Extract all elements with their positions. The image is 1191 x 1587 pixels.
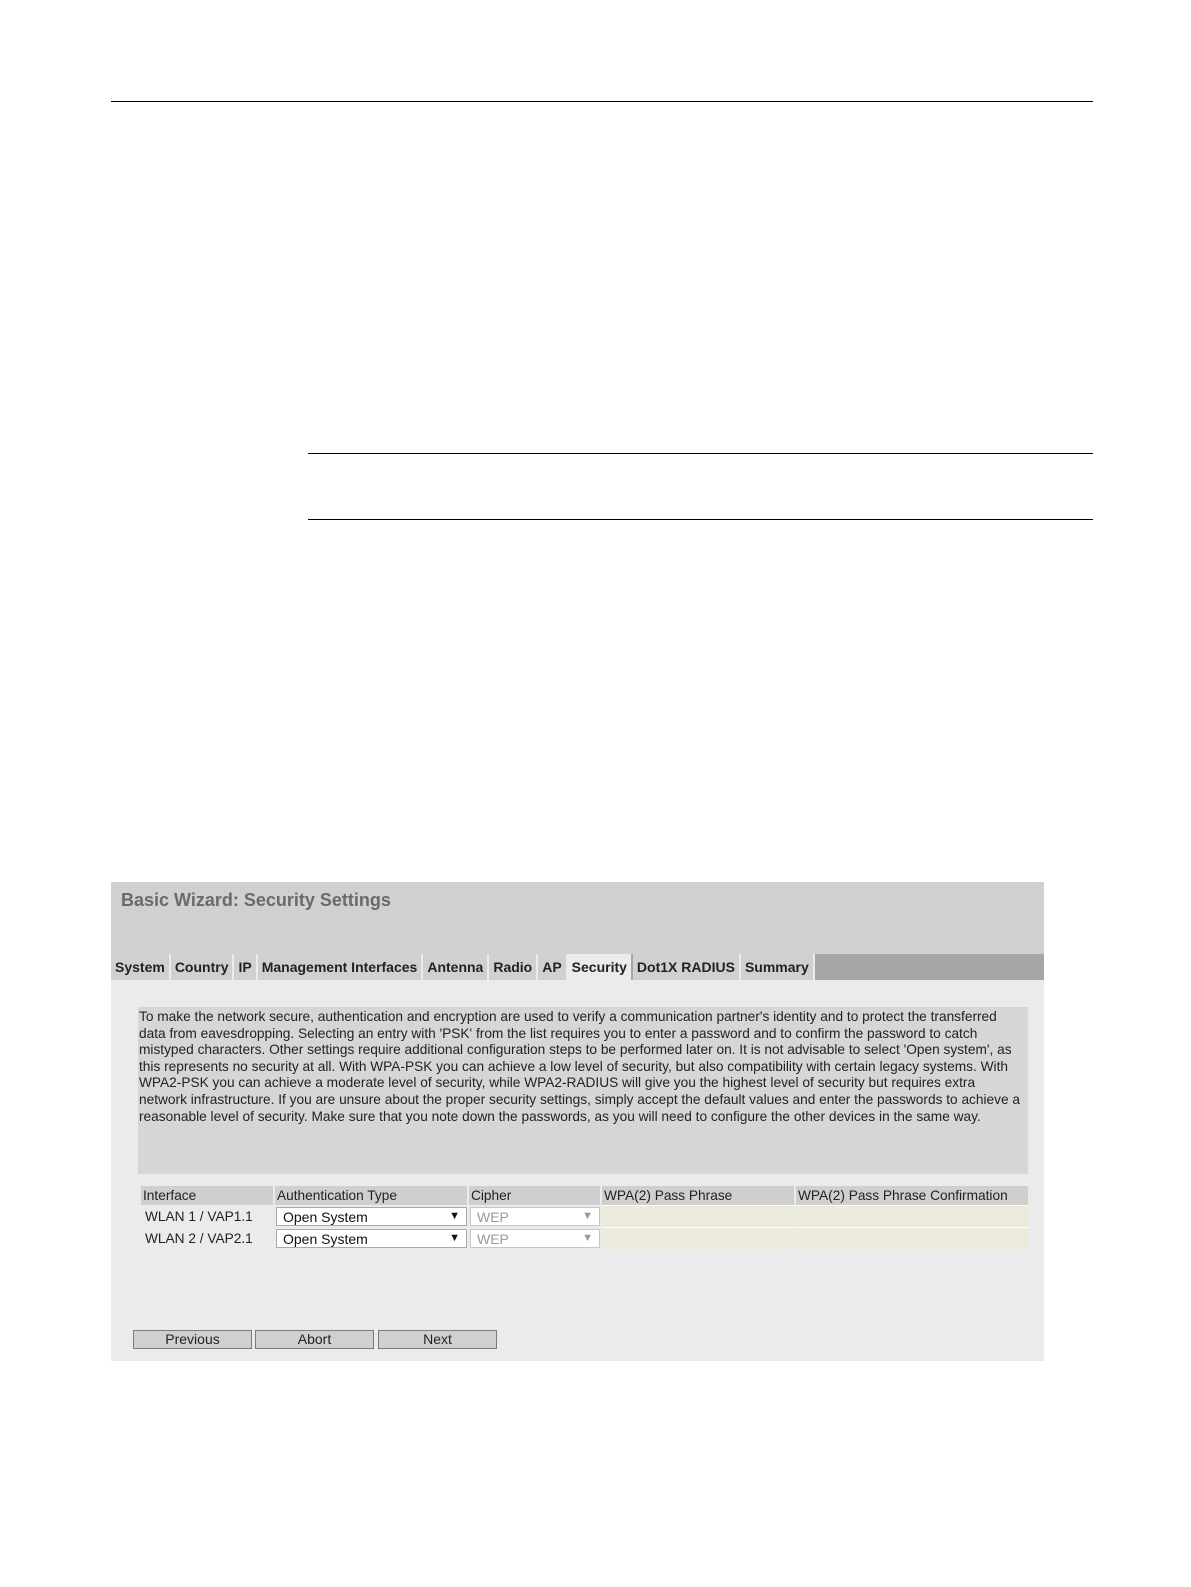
column-header-pass-phrase-confirmation: WPA(2) Pass Phrase Confirmation bbox=[796, 1186, 1028, 1205]
table-header-row bbox=[141, 1186, 1028, 1205]
column-header-interface: Interface bbox=[141, 1186, 273, 1205]
security-description: To make the network secure, authentication and encryption are used to verify a communication partner's identity and to protect the transferred data from eavesdropping. Selecting an entry with 'PSK' from the list requires you to enter a password and to confirm the password to catch mistyped characters. Other settings require additional configuration steps to be performed later on. It is not advisable to select 'Open system', as this represents no security at all. With WPA-PSK you can achieve a low level of security, but also compatibility with certain legacy systems. With WPA2-PSK you can achieve a moderate level of security, while WPA2-RADIUS will give you the highest level of security but requires extra network infrastructure. If you are unsure about the proper security settings, simply accept the default values and enter the passwords to achieve a reasonable level of security. Make sure that you note down the passwords, as you will need to configure the other devices in the same way. bbox=[138, 1007, 1028, 1174]
page-header-rule bbox=[111, 101, 1093, 102]
tab-security[interactable]: Security bbox=[568, 954, 633, 980]
column-header-pass-phrase: WPA(2) Pass Phrase bbox=[602, 1186, 794, 1205]
interface-cell: WLAN 2 / VAP2.1 bbox=[145, 1230, 253, 1246]
tab-radio[interactable]: Radio bbox=[489, 954, 538, 980]
auth-type-value: Open System bbox=[283, 1230, 368, 1247]
tab-antenna[interactable]: Antenna bbox=[423, 954, 489, 980]
table-row bbox=[141, 1227, 1028, 1249]
next-button[interactable]: Next bbox=[378, 1330, 497, 1349]
security-table bbox=[139, 1186, 1030, 1249]
auth-type-cell bbox=[275, 1227, 467, 1249]
wizard-title: Basic Wizard: Security Settings bbox=[121, 890, 391, 910]
tab-ip[interactable]: IP bbox=[234, 954, 257, 980]
dropdown-arrow-icon: ▼ bbox=[582, 1209, 593, 1222]
auth-type-cell bbox=[275, 1205, 467, 1227]
cipher-select bbox=[470, 1229, 600, 1248]
tab-country[interactable]: Country bbox=[171, 954, 235, 980]
auth-type-select[interactable] bbox=[276, 1207, 467, 1226]
cipher-cell bbox=[469, 1205, 600, 1227]
note-top-rule bbox=[308, 453, 1093, 454]
tab-summary[interactable]: Summary bbox=[741, 954, 815, 980]
wizard-panel bbox=[111, 882, 1044, 1361]
dropdown-arrow-icon: ▼ bbox=[449, 1231, 460, 1244]
cipher-cell bbox=[469, 1227, 600, 1249]
column-header-authentication-type: Authentication Type bbox=[275, 1186, 467, 1205]
dropdown-arrow-icon: ▼ bbox=[449, 1209, 460, 1222]
auth-type-value: Open System bbox=[283, 1208, 368, 1225]
table-row bbox=[141, 1205, 1028, 1227]
tab-management-interfaces[interactable]: Management Interfaces bbox=[258, 954, 424, 980]
interface-cell: WLAN 1 / VAP1.1 bbox=[145, 1208, 253, 1224]
column-header-cipher: Cipher bbox=[469, 1186, 600, 1205]
cipher-value: WEP bbox=[477, 1208, 509, 1225]
pass-phrase-field bbox=[602, 1227, 794, 1249]
note-bottom-rule bbox=[308, 519, 1093, 520]
tab-ap[interactable]: AP bbox=[538, 954, 567, 980]
pass-phrase-field bbox=[602, 1205, 794, 1227]
tab-dot1x-radius[interactable]: Dot1X RADIUS bbox=[633, 954, 741, 980]
previous-button[interactable]: Previous bbox=[133, 1330, 252, 1349]
pass-phrase-confirm-field bbox=[796, 1205, 1028, 1227]
tab-system[interactable]: System bbox=[111, 954, 171, 980]
auth-type-select[interactable] bbox=[276, 1229, 467, 1248]
wizard-tab-bar bbox=[111, 954, 1044, 980]
cipher-select bbox=[470, 1207, 600, 1226]
wizard-header bbox=[111, 882, 1044, 954]
abort-button[interactable]: Abort bbox=[255, 1330, 374, 1349]
cipher-value: WEP bbox=[477, 1230, 509, 1247]
dropdown-arrow-icon: ▼ bbox=[582, 1231, 593, 1244]
pass-phrase-confirm-field bbox=[796, 1227, 1028, 1249]
